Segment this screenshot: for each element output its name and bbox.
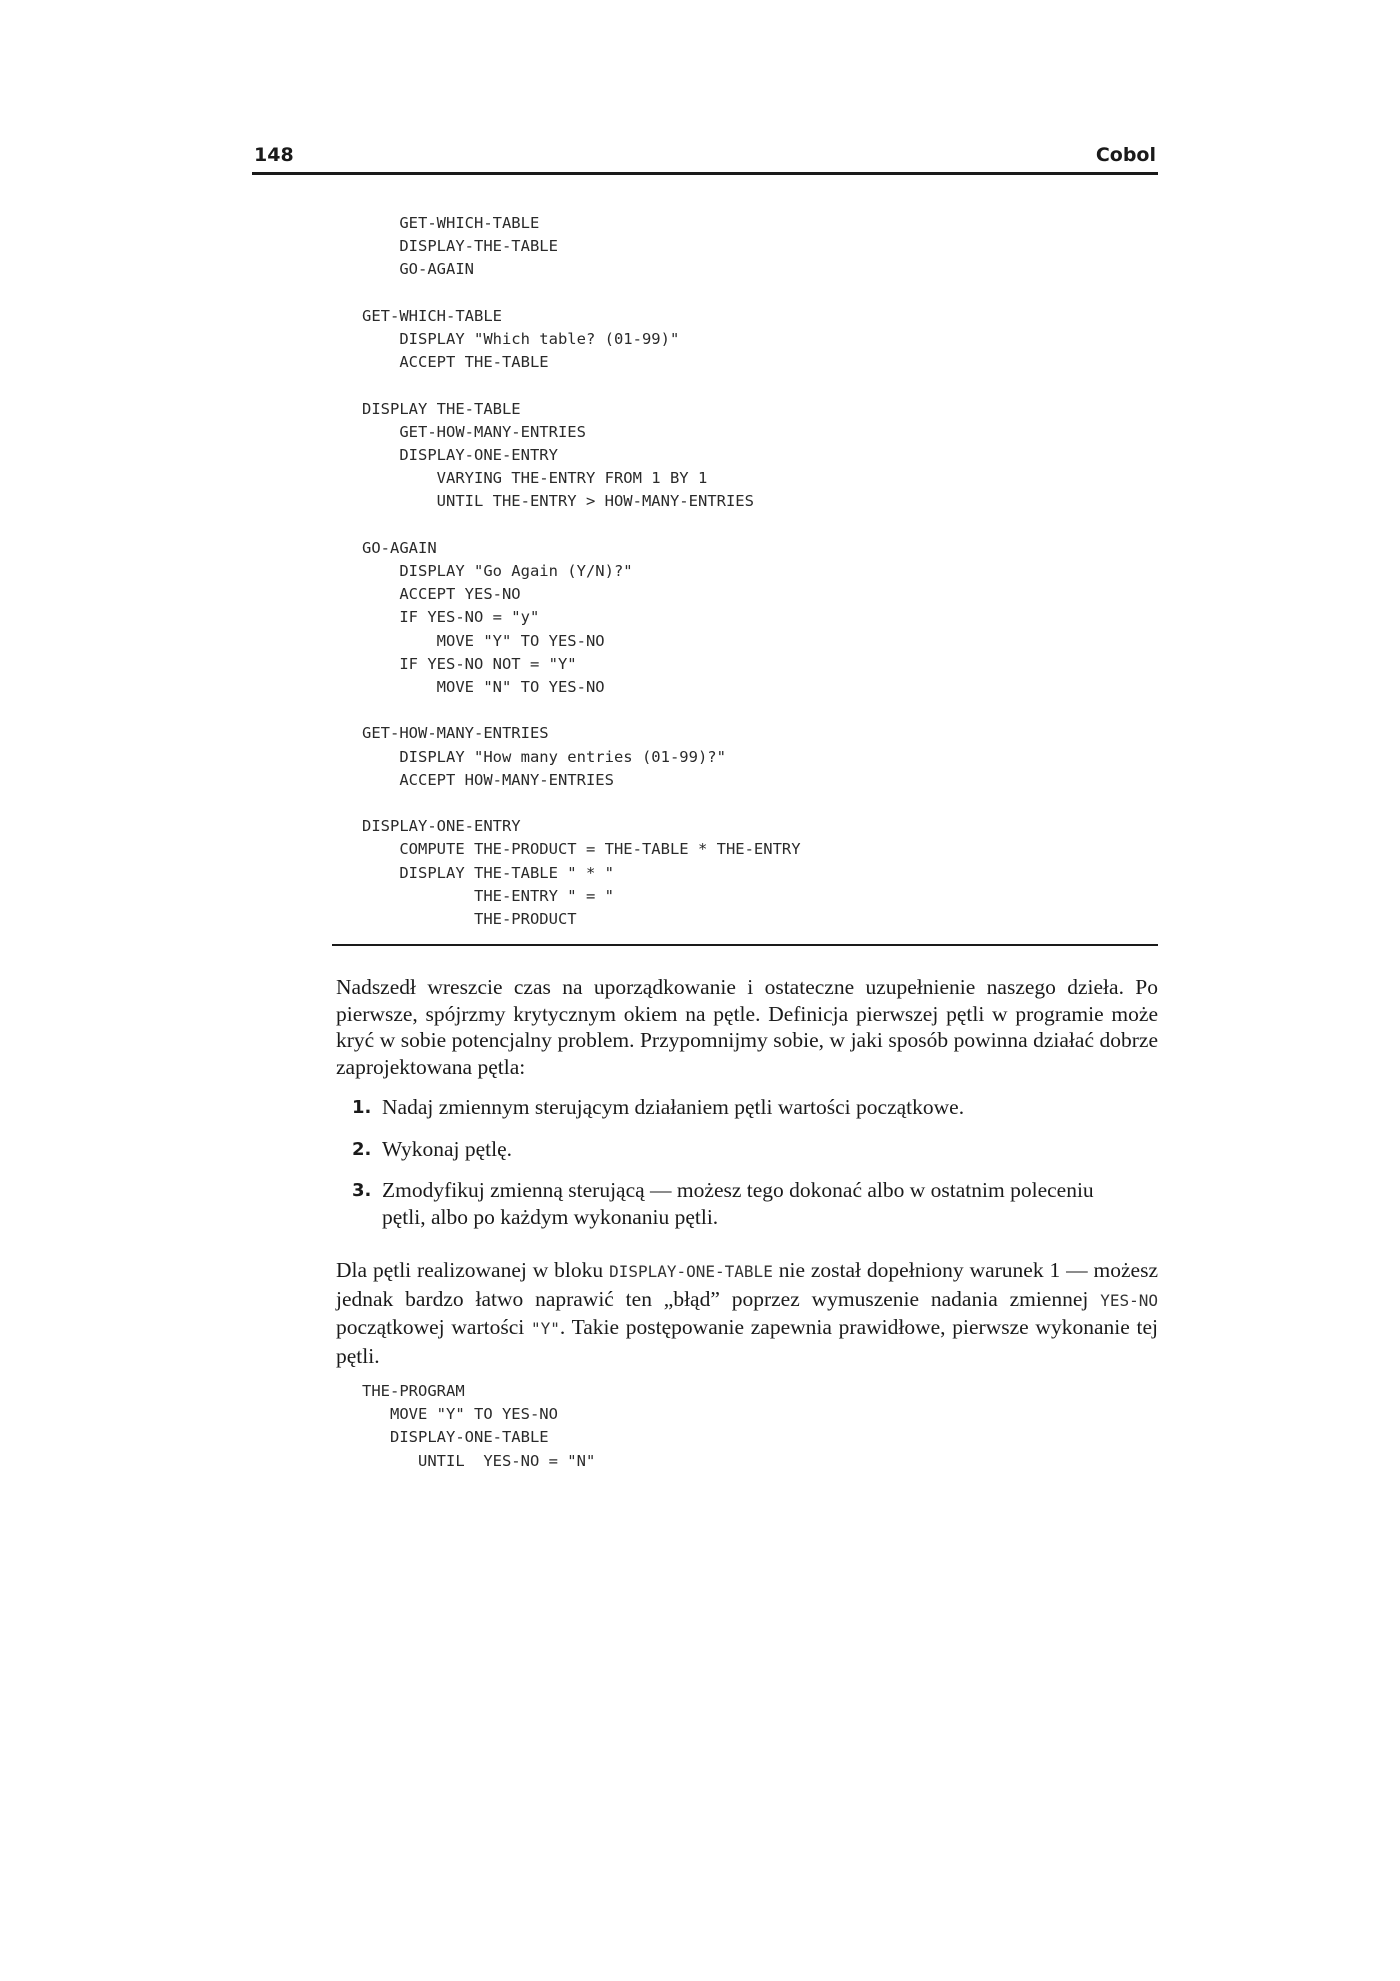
code-line: GET-HOW-MANY-ENTRIES	[362, 724, 549, 743]
page-header	[252, 142, 1158, 175]
list-item	[352, 1136, 1112, 1163]
code-line: GO-AGAIN	[362, 260, 474, 279]
code-line: UNTIL YES-NO = "N"	[362, 1451, 596, 1470]
code-line: MOVE "Y" TO YES-NO	[362, 1405, 558, 1424]
code-separator-rule	[332, 944, 1158, 946]
code-line: MOVE "N" TO YES-NO	[362, 678, 605, 697]
code-line: GET-WHICH-TABLE	[362, 214, 540, 232]
code-line: IF YES-NO NOT = "Y"	[362, 654, 577, 673]
list-item-text: Zmodyfikuj zmienną sterującą — możesz tego dokonać albo w ostatnim poleceniu pętli, albo po każdym wykonaniu pętli.	[382, 1178, 1094, 1229]
body-paragraph-fix	[336, 1257, 1158, 1369]
paragraph-text: nie został dopełniony warunek 1 — możesz jednak bardzo łatwo naprawić ten „błąd” poprzez wymuszenie nadania zmiennej	[336, 1258, 1158, 1311]
list-item-text: Wykonaj pętlę.	[382, 1136, 513, 1161]
code-line: ACCEPT THE-TABLE	[362, 353, 549, 372]
code-line: DISPLAY "How many entries (01-99)?"	[362, 747, 726, 766]
list-item-number: 2.	[352, 1138, 372, 1160]
code-line: DISPLAY-ONE-ENTRY	[362, 446, 558, 465]
paragraph-text: . Takie postępowanie zapewnia prawidłowe, pierwsze wykonanie tej pętli.	[336, 1315, 1158, 1368]
code-line: ACCEPT HOW-MANY-ENTRIES	[362, 770, 614, 789]
list-item-number: 3.	[352, 1180, 372, 1201]
paragraph-text: początkowej wartości	[336, 1315, 531, 1339]
code-line: DISPLAY "Which table? (01-99)"	[362, 330, 680, 349]
code-line: DISPLAY "Go Again (Y/N)?"	[362, 562, 633, 581]
page-number: 148	[254, 144, 294, 166]
code-line: DISPLAY-ONE-TABLE	[362, 1428, 549, 1447]
code-line: DISPLAY THE-TABLE	[362, 399, 521, 418]
cobol-code-snippet	[362, 1380, 595, 1473]
paragraph-text: Dla pętli realizowanej w bloku	[336, 1258, 610, 1282]
code-line: COMPUTE THE-PRODUCT = THE-TABLE * THE-ENTRY	[362, 840, 801, 859]
inline-code-y-value: "Y"	[530, 1319, 560, 1338]
code-line: THE-PRODUCT	[362, 910, 577, 929]
inline-code-display-one-table: DISPLAY-ONE-TABLE	[609, 1262, 773, 1281]
code-line: THE-PROGRAM	[362, 1382, 465, 1400]
inline-code-yes-no: YES-NO	[1100, 1290, 1158, 1310]
cobol-code-listing	[362, 212, 801, 931]
code-line: ACCEPT YES-NO	[362, 585, 521, 604]
list-item	[352, 1177, 1112, 1230]
body-paragraph-intro: Nadszedł wreszcie czas na uporządkowanie i ostateczne uzupełnienie naszego dzieła. Po pierwsze, spójrzmy krytycznym okiem na pętle. Definicja pierwszej pętli w programie może kryć w sobie potencjalny problem. Przypomnijmy sobie, w jaki sposób powinna działać dobrze zaprojektowana pętla:	[336, 975, 1158, 1079]
code-line: VARYING THE-ENTRY FROM 1 BY 1	[362, 469, 708, 488]
list-item	[352, 1094, 1112, 1121]
code-line: DISPLAY-ONE-ENTRY	[362, 817, 521, 836]
code-line: IF YES-NO = "y"	[362, 608, 540, 627]
code-line: GET-WHICH-TABLE	[362, 306, 502, 325]
code-line: UNTIL THE-ENTRY > HOW-MANY-ENTRIES	[362, 492, 754, 511]
code-line: DISPLAY THE-TABLE " * "	[362, 863, 614, 882]
code-line: THE-ENTRY " = "	[362, 886, 614, 905]
code-line: GO-AGAIN	[362, 538, 437, 557]
list-item-number: 1.	[352, 1097, 372, 1118]
running-title: Cobol	[1095, 144, 1156, 166]
list-item-text: Nadaj zmiennym sterującym działaniem pętli wartości początkowe.	[382, 1095, 965, 1119]
code-line: GET-HOW-MANY-ENTRIES	[362, 422, 586, 441]
code-line: MOVE "Y" TO YES-NO	[362, 631, 605, 650]
loop-steps-list	[352, 1094, 1112, 1245]
code-line: DISPLAY-THE-TABLE	[362, 237, 558, 256]
